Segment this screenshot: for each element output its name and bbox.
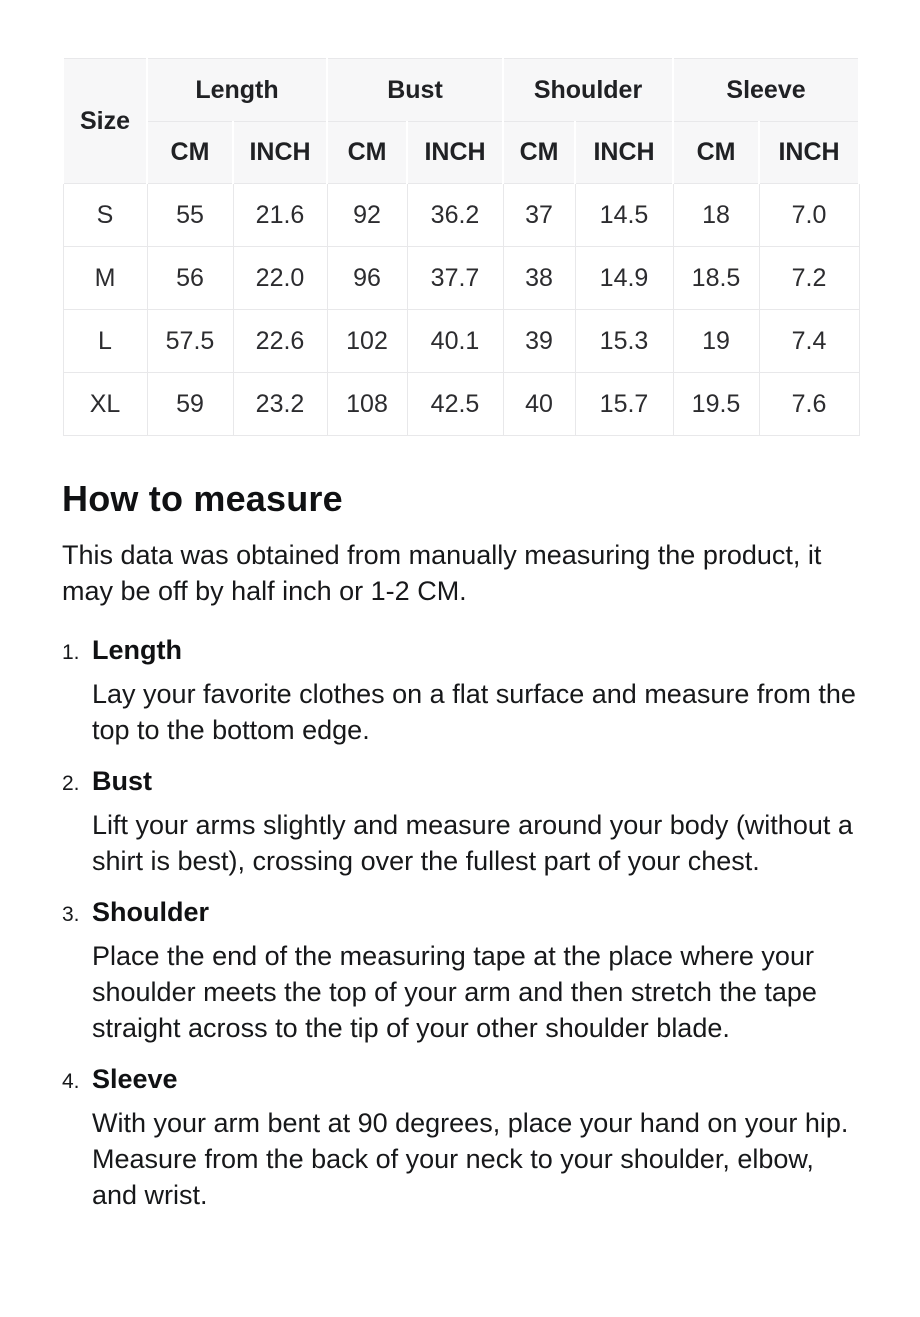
measure-disclaimer-text: This data was obtained from manually measuring the product, it may be off by half inch or 1-2 CM. (62, 540, 822, 606)
step-description-sleeve: With your arm bent at 90 degrees, place your hand on your hip. Measure from the back of your neck to your shoulder, elbow, and wrist. (92, 1108, 849, 1210)
step-term-sleeve: Sleeve (92, 1064, 178, 1094)
value-cell: 21.6 (233, 184, 327, 247)
value-cell: 7.0 (759, 184, 859, 247)
value-cell: 108 (327, 373, 407, 436)
value-cell: 23.2 (233, 373, 327, 436)
table-row-l (63, 310, 859, 373)
value-cell: 39 (503, 310, 575, 373)
value-cell: 37.7 (407, 247, 503, 310)
value-cell: 38 (503, 247, 575, 310)
list-item-length (62, 635, 858, 748)
value-cell: 7.4 (759, 310, 859, 373)
value-cell: 7.6 (759, 373, 859, 436)
value-cell: 22.6 (233, 310, 327, 373)
step-number: 1. (62, 641, 80, 664)
step-term-shoulder: Shoulder (92, 897, 210, 927)
unit-header-cm: CM (673, 122, 759, 184)
step-number: 3. (62, 903, 80, 926)
step-term-bust: Bust (92, 766, 152, 796)
table-row-s (63, 184, 859, 247)
value-cell: 19 (673, 310, 759, 373)
header-unit-row (63, 122, 859, 184)
table-row-xl (63, 373, 859, 436)
value-cell: 102 (327, 310, 407, 373)
size-cell: M (63, 247, 147, 310)
size-chart-body (63, 184, 859, 436)
how-to-measure-title: How to measure (62, 478, 343, 519)
value-cell: 18.5 (673, 247, 759, 310)
unit-header-inch: INCH (233, 122, 327, 184)
column-group-sleeve: Sleeve (673, 59, 859, 122)
value-cell: 56 (147, 247, 233, 310)
size-cell: XL (63, 373, 147, 436)
size-chart-header (63, 59, 859, 184)
value-cell: 14.9 (575, 247, 673, 310)
step-number: 4. (62, 1070, 80, 1093)
value-cell: 36.2 (407, 184, 503, 247)
value-cell: 15.7 (575, 373, 673, 436)
column-group-bust: Bust (327, 59, 503, 122)
column-header-size: Size (63, 59, 147, 184)
value-cell: 55 (147, 184, 233, 247)
step-number: 2. (62, 772, 80, 795)
table-row-m (63, 247, 859, 310)
column-group-length: Length (147, 59, 327, 122)
step-description-length: Lay your favorite clothes on a flat surface and measure from the top to the bottom edge. (92, 679, 856, 745)
size-cell: L (63, 310, 147, 373)
unit-header-inch: INCH (575, 122, 673, 184)
value-cell: 40.1 (407, 310, 503, 373)
value-cell: 40 (503, 373, 575, 436)
list-item-shoulder (62, 897, 858, 1046)
unit-header-cm: CM (147, 122, 233, 184)
measure-steps-list (62, 635, 858, 1213)
value-cell: 59 (147, 373, 233, 436)
value-cell: 37 (503, 184, 575, 247)
unit-header-inch: INCH (407, 122, 503, 184)
value-cell: 42.5 (407, 373, 503, 436)
value-cell: 57.5 (147, 310, 233, 373)
unit-header-cm: CM (327, 122, 407, 184)
size-cell: S (63, 184, 147, 247)
unit-header-cm: CM (503, 122, 575, 184)
header-group-row (63, 59, 859, 122)
step-description-shoulder: Place the end of the measuring tape at the place where your shoulder meets the top of your arm and then stretch the tape straight across to the tip of your other shoulder blade. (92, 941, 817, 1043)
unit-header-inch: INCH (759, 122, 859, 184)
value-cell: 18 (673, 184, 759, 247)
list-item-sleeve (62, 1064, 858, 1213)
value-cell: 14.5 (575, 184, 673, 247)
value-cell: 7.2 (759, 247, 859, 310)
value-cell: 22.0 (233, 247, 327, 310)
step-description-bust: Lift your arms slightly and measure around your body (without a shirt is best), crossing over the fullest part of your chest. (92, 810, 853, 876)
size-chart-table (62, 58, 860, 436)
value-cell: 15.3 (575, 310, 673, 373)
column-group-shoulder: Shoulder (503, 59, 673, 122)
value-cell: 92 (327, 184, 407, 247)
value-cell: 96 (327, 247, 407, 310)
value-cell: 19.5 (673, 373, 759, 436)
step-term-length: Length (92, 635, 182, 665)
list-item-bust (62, 766, 858, 879)
